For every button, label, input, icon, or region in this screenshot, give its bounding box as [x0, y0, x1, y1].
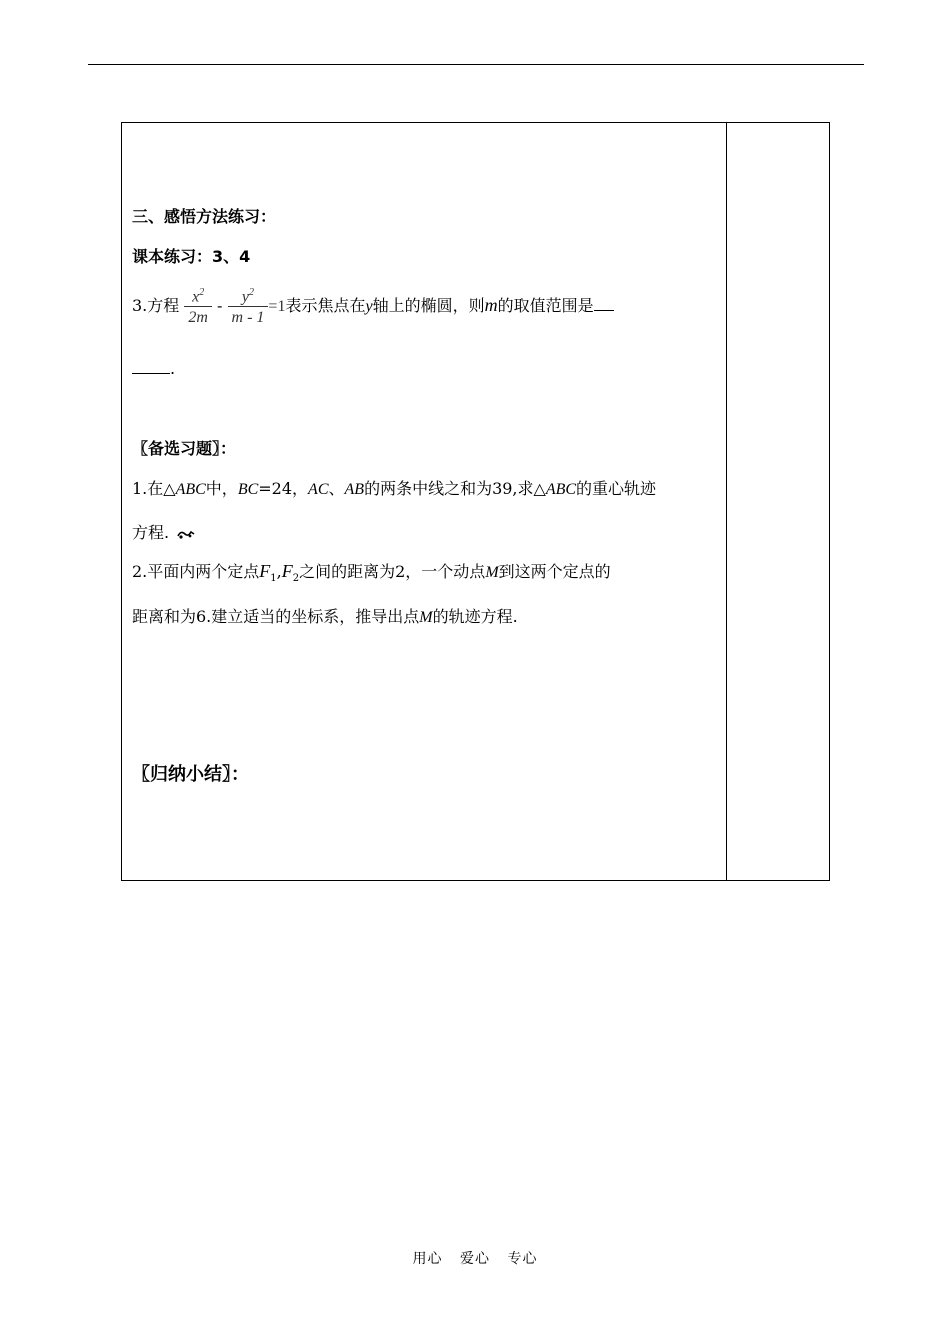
- problem3-number: 3.: [132, 296, 148, 315]
- fraction-x2-over-2m: $\frac{x^2}{2m}$: [184, 284, 212, 329]
- optional-p1-line1: 1.在△ABC中，BC=24，AC、AB的两条中线之和为39,求△ABC的重心轨迹: [132, 479, 657, 498]
- optional-heading: 〖备选习题〗：: [132, 439, 237, 458]
- problem3-line1: 3.方程 $\frac{x^2}{2m}$ - $\frac{y^2}{m - 1}$ =1表示焦点在y轴上的椭圆，则m的取值范围是: [132, 283, 614, 329]
- section3-heading: 三、感悟方法练习：: [132, 207, 277, 226]
- fraction-y2-over-m-1: $\frac{y^2}{m - 1}$: [228, 284, 269, 329]
- optional-p1-line2: 方程.: [132, 523, 196, 543]
- optional-p2-line2: 距离和为6.建立适当的坐标系，推导出点M的轨迹方程.: [132, 607, 518, 626]
- header-rule: [88, 64, 864, 65]
- footer-text-1: 用心: [412, 1251, 443, 1267]
- column-divider: [726, 123, 727, 880]
- problem3-line2: .: [132, 359, 175, 379]
- optional-p2-line1: 2.平面内两个定点$F_1,F_2$之间的距离为2，一个动点M到这两个定点的: [132, 561, 611, 585]
- lesson-table: [121, 122, 830, 881]
- main-cell: [122, 123, 726, 880]
- equals-one: =1: [268, 298, 286, 315]
- minus-sign: -: [217, 296, 223, 315]
- exercises-label: 课本练习：3、4: [132, 247, 251, 266]
- answer-blank-2[interactable]: [132, 359, 170, 374]
- answer-blank-1[interactable]: [594, 296, 614, 311]
- footer-text-2: 爱心: [460, 1251, 490, 1267]
- summary-heading: 〖归纳小结〗：: [132, 764, 249, 785]
- page-footer: [0, 1248, 950, 1268]
- footer-text-3: 专心: [507, 1251, 538, 1267]
- pin-icon: [176, 528, 196, 540]
- problem3-prefix: 方程: [147, 296, 180, 315]
